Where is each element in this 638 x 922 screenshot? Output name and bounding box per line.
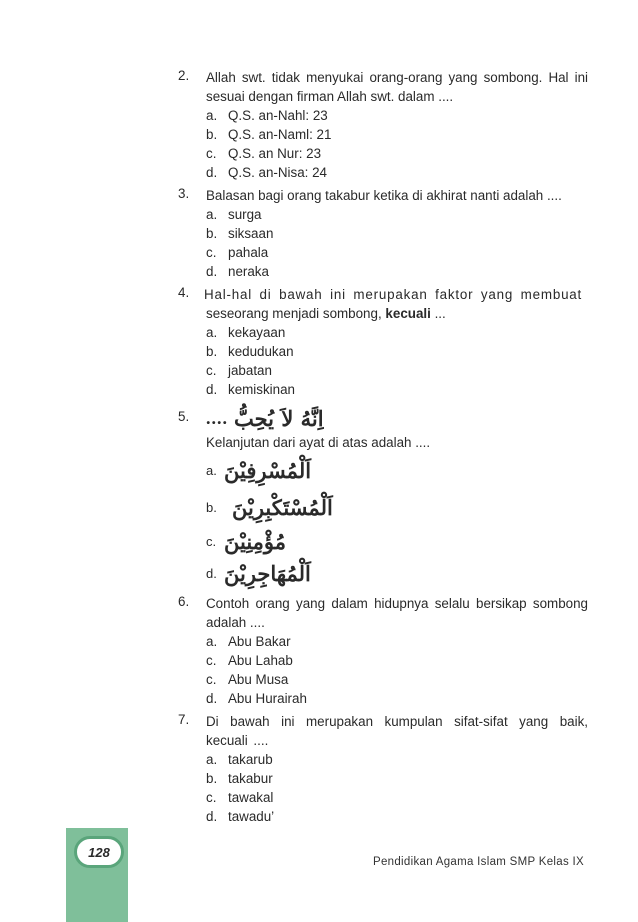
option-c: c. Abu Musa — [206, 672, 289, 687]
arabic-verse-stem: .... اِنَّهُ لاَ يُحِبُّ — [206, 405, 324, 431]
option-a: a. اَلْمُسْرِفِيْنَ — [206, 458, 312, 483]
page-number-badge — [74, 836, 124, 868]
option-b: b. takabur — [206, 771, 273, 786]
option-b: b. siksaan — [206, 226, 274, 241]
option-a: a. Q.S. an-Nahl: 23 — [206, 108, 328, 123]
question-number: 3. — [178, 186, 190, 201]
keyword-kecuali: kecuali — [385, 306, 431, 321]
question-text: Allah swt. tidak menyukai orang-orang yang sombong. Hal ini sesuai dengan firman Allah swt. dalam .... — [206, 70, 588, 104]
option-b: b. اَلْمُسْتَكْبِرِيْنَ — [206, 495, 333, 520]
question-text: Kelanjutan dari ayat di atas adalah .... — [206, 435, 431, 450]
option-b: b. Q.S. an-Naml: 21 — [206, 127, 332, 142]
option-c: c. jabatan — [206, 363, 272, 378]
option-a: a. kekayaan — [206, 325, 286, 340]
option-d: d. Abu Hurairah — [206, 691, 307, 706]
question-4 — [178, 285, 588, 399]
option-c: c. pahala — [206, 245, 269, 260]
option-a: a. takarub — [206, 752, 273, 767]
question-number: 6. — [178, 594, 190, 609]
question-text-line2: seseorang menjadi sombong, kecuali ... — [206, 306, 446, 321]
option-d: d. kemiskinan — [206, 382, 295, 397]
option-a: a. surga — [206, 207, 262, 222]
page-number: 128 — [88, 844, 110, 860]
option-c: c. Q.S. an Nur: 23 — [206, 146, 322, 161]
question-3 — [178, 186, 588, 281]
option-d: d. اَلْمُهَاجِرِيْنَ — [206, 560, 311, 586]
question-text-line1: Hal-hal di bawah ini merupakan faktor yang membuat — [204, 287, 583, 302]
question-number: 2. — [178, 68, 190, 83]
option-d: d. tawadu’ — [206, 809, 275, 824]
question-2 — [178, 68, 588, 182]
question-text: Di bawah ini merupakan kumpulan sifat-sifat yang baik, kecuali .... — [206, 714, 588, 748]
question-text: Contoh orang yang dalam hidupnya selalu bersikap sombong adalah .... — [206, 596, 588, 630]
question-6 — [178, 594, 588, 708]
option-c: c. مُؤْمِنِيْنَ — [206, 528, 287, 554]
option-d: d. Q.S. an-Nisa: 24 — [206, 165, 327, 180]
question-text: Balasan bagi orang takabur ketika di akhirat nanti adalah .... — [206, 188, 562, 203]
footer-book-title: Pendidikan Agama Islam SMP Kelas IX — [372, 856, 584, 868]
option-d: d. neraka — [206, 264, 269, 279]
option-a: a. Abu Bakar — [206, 634, 291, 649]
question-7 — [178, 712, 588, 826]
question-5 — [178, 403, 588, 590]
question-number: 5. — [178, 409, 190, 424]
question-number: 7. — [178, 712, 190, 727]
option-c: c. tawakal — [206, 790, 274, 805]
option-b: b. kedudukan — [206, 344, 294, 359]
question-list — [178, 68, 588, 830]
question-number: 4. — [178, 285, 190, 300]
option-b: c. Abu Lahab — [206, 653, 293, 668]
